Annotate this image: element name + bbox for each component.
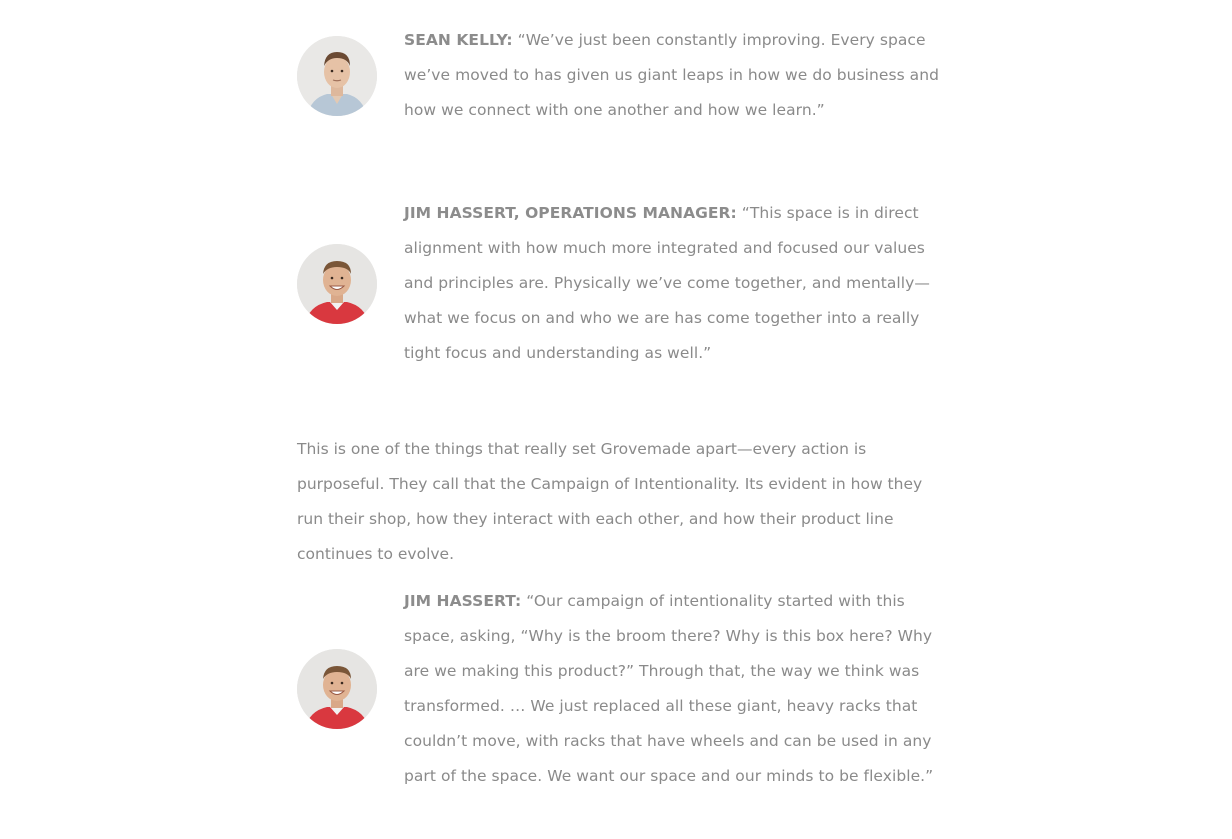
speaker-name: JIM HASSERT:	[404, 592, 522, 610]
quote-text	[404, 196, 944, 371]
speaker-name: SEAN KELLY:	[404, 31, 513, 49]
quote-body: “This space is in direct alignment with how much more integrated and focused our values and principles are. Physically we’ve come together, and mentally—what we focus on and who we are has come together into a really tight focus and understanding as well.”	[404, 204, 930, 362]
quote-block-jim-hassert	[297, 584, 944, 794]
portrait-icon	[297, 244, 377, 324]
avatar-jim-hassert	[297, 244, 377, 324]
quote-text	[404, 584, 944, 794]
avatar-sean-kelly	[297, 36, 377, 116]
portrait-icon	[297, 649, 377, 729]
quote-block-jim-hassert-operations	[297, 196, 944, 371]
quote-body: “Our campaign of intentionality started with this space, asking, “Why is the broom there? Why is this box here? Why are we making this product?” Through that, the way we think was transformed. … We just replaced all these giant, heavy racks that couldn’t move, with racks that have wheels and can be used in any part of the space. We want our space and our minds to be flexible.”	[404, 592, 934, 785]
quote-text	[404, 23, 944, 128]
speaker-name: JIM HASSERT, OPERATIONS MANAGER:	[404, 204, 737, 222]
body-paragraph: This is one of the things that really set Grovemade apart—every action is purposeful. They call that the Campaign of Intentionality. Its evident in how they run their shop, how they interact with each other, and how their product line continues to evolve.	[297, 440, 923, 563]
portrait-icon	[297, 36, 377, 116]
quote-body: “We’ve just been constantly improving. Every space we’ve moved to has given us giant leaps in how we do business and how we connect with one another and how we learn.”	[404, 31, 939, 119]
avatar-jim-hassert	[297, 649, 377, 729]
quote-block-sean-kelly	[297, 23, 944, 128]
